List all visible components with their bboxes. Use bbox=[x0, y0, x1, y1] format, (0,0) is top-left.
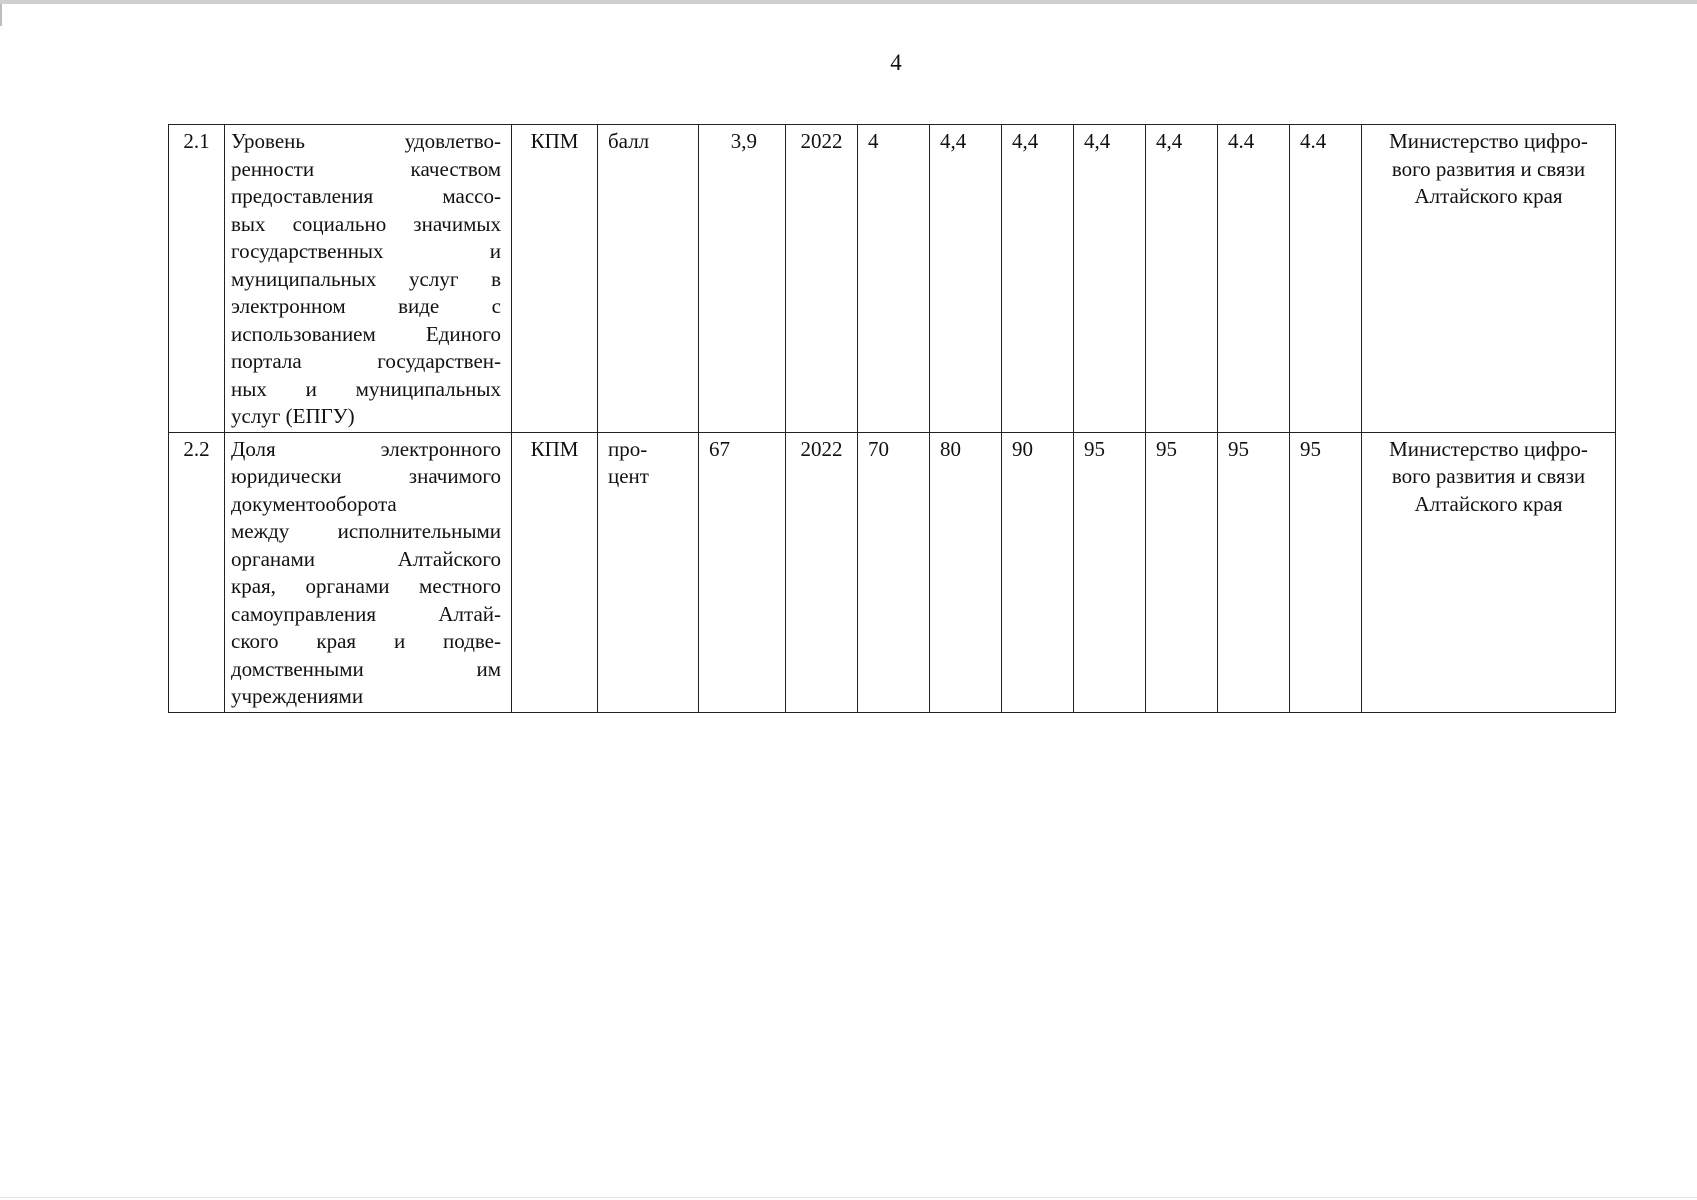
base-year: 2022 bbox=[786, 432, 858, 712]
indicator-type: КПМ bbox=[512, 432, 598, 712]
target-value: 4 bbox=[858, 125, 930, 433]
target-value: 70 bbox=[858, 432, 930, 712]
scan-top-edge bbox=[0, 0, 1697, 4]
base-value: 3,9 bbox=[699, 125, 786, 433]
target-value: 95 bbox=[1290, 432, 1362, 712]
target-value: 95 bbox=[1146, 432, 1218, 712]
target-value: 95 bbox=[1218, 432, 1290, 712]
responsible-body: Министерство цифро- вого развития и связи Алтайского края bbox=[1362, 432, 1616, 712]
page-number: 4 bbox=[890, 50, 902, 75]
target-value: 4,4 bbox=[1002, 125, 1074, 433]
target-value: 4.4 bbox=[1218, 125, 1290, 433]
unit-of-measure: про- цент bbox=[598, 432, 699, 712]
responsible-body: Министерство цифро- вого развития и связи Алтайского края bbox=[1362, 125, 1616, 433]
target-value: 90 bbox=[1002, 432, 1074, 712]
base-value: 67 bbox=[699, 432, 786, 712]
base-year: 2022 bbox=[786, 125, 858, 433]
indicators-table bbox=[168, 124, 1616, 713]
table-row bbox=[169, 432, 1616, 712]
target-value: 4,4 bbox=[1074, 125, 1146, 433]
target-value: 80 bbox=[930, 432, 1002, 712]
indicator-name: Уровень удовлетво- ренности качеством предоставления массо- вых социально значимых государственных и муниципальных услуг в электронном виде с использованием Единого портала государствен- ных и муниципальных услуг (ЕПГУ) bbox=[225, 125, 512, 433]
target-value: 4.4 bbox=[1290, 125, 1362, 433]
row-number: 2.2 bbox=[169, 432, 225, 712]
unit-of-measure: балл bbox=[598, 125, 699, 433]
row-number: 2.1 bbox=[169, 125, 225, 433]
scan-left-mark bbox=[0, 4, 2, 26]
target-value: 4,4 bbox=[1146, 125, 1218, 433]
indicator-type: КПМ bbox=[512, 125, 598, 433]
indicator-name: Доля электронного юридически значимого документооборота между исполнительными органами Алтайского края, органами местного самоуправления Алтай- ского края и подве- домственными им учреждениями bbox=[225, 432, 512, 712]
target-value: 95 bbox=[1074, 432, 1146, 712]
target-value: 4,4 bbox=[930, 125, 1002, 433]
scan-bottom-edge bbox=[0, 1197, 1697, 1198]
table-row bbox=[169, 125, 1616, 433]
